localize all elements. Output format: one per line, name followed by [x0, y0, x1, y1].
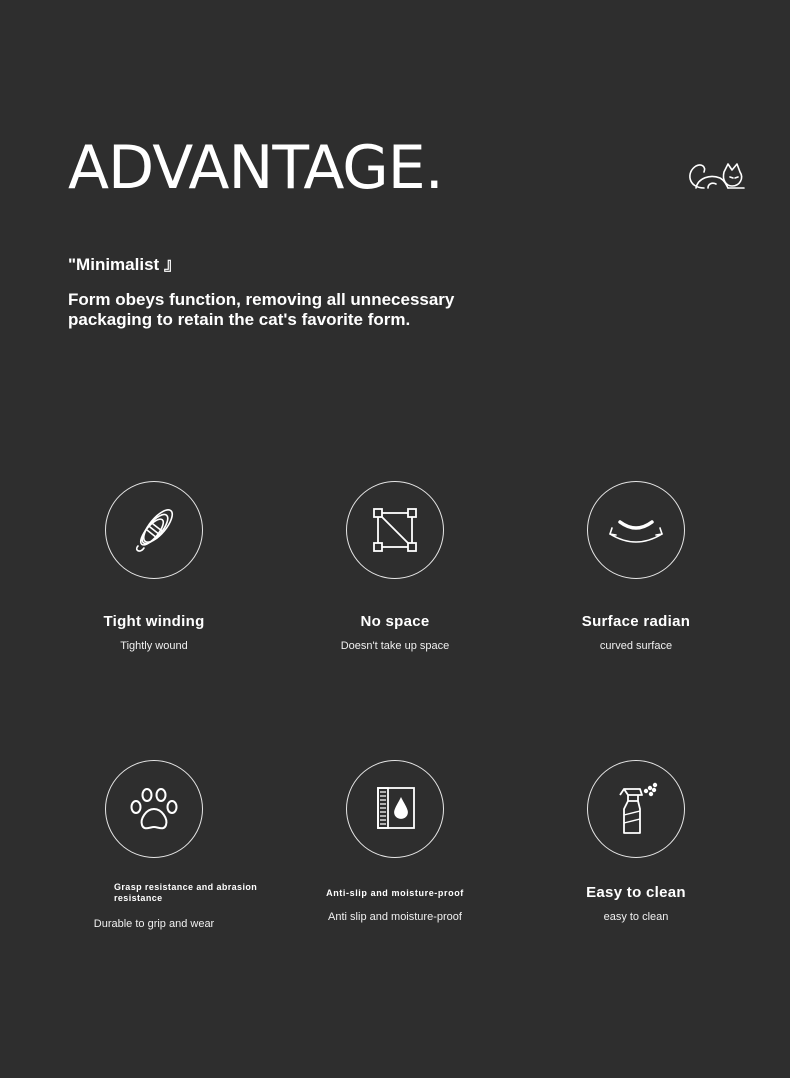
- feature-surface-radian: [516, 481, 756, 652]
- feature-subtitle: curved surface: [599, 640, 673, 652]
- feature-title: Easy to clean: [586, 884, 686, 901]
- feature-icon-circle: [346, 481, 444, 579]
- feature-grasp-resistance: [34, 760, 274, 930]
- feature-title: No space: [360, 613, 430, 630]
- feature-title: Tight winding: [103, 613, 205, 630]
- feature-subtitle: easy to clean: [603, 911, 669, 923]
- paw-icon: [124, 779, 184, 839]
- feature-easy-to-clean: [516, 760, 756, 923]
- compact-square-icon: [365, 500, 425, 560]
- feature-icon-circle: [587, 481, 685, 579]
- feature-icon-circle: [346, 760, 444, 858]
- feature-subtitle: Tightly wound: [120, 640, 188, 652]
- feature-subtitle: Anti slip and moisture-proof: [328, 911, 462, 923]
- feature-no-space: [275, 481, 515, 652]
- feature-title: Surface radian: [581, 613, 691, 630]
- feature-icon-circle: [105, 760, 203, 858]
- feature-title: Anti-slip and moisture-proof: [326, 888, 464, 898]
- page-title: ADVANTAGE.: [68, 133, 443, 203]
- feature-icon-circle: [105, 481, 203, 579]
- quote-heading: "Minimalist 』: [68, 255, 181, 274]
- sleeping-cat-icon: [684, 158, 746, 194]
- feature-tight-winding: [34, 481, 274, 652]
- spray-bottle-icon: [606, 779, 666, 839]
- feature-title: Grasp resistance and abrasion resistance: [114, 882, 258, 903]
- feature-subtitle: Durable to grip and wear: [93, 918, 215, 930]
- water-drop-panel-icon: [365, 779, 425, 839]
- rope-coil-icon: [124, 500, 184, 560]
- curved-surface-icon: [606, 500, 666, 560]
- feature-icon-circle: [587, 760, 685, 858]
- feature-subtitle: Doesn't take up space: [340, 640, 450, 652]
- feature-anti-slip: [275, 760, 515, 923]
- lead-paragraph: Form obeys function, removing all unnecessary packaging to retain the cat's favorite form.: [68, 290, 455, 329]
